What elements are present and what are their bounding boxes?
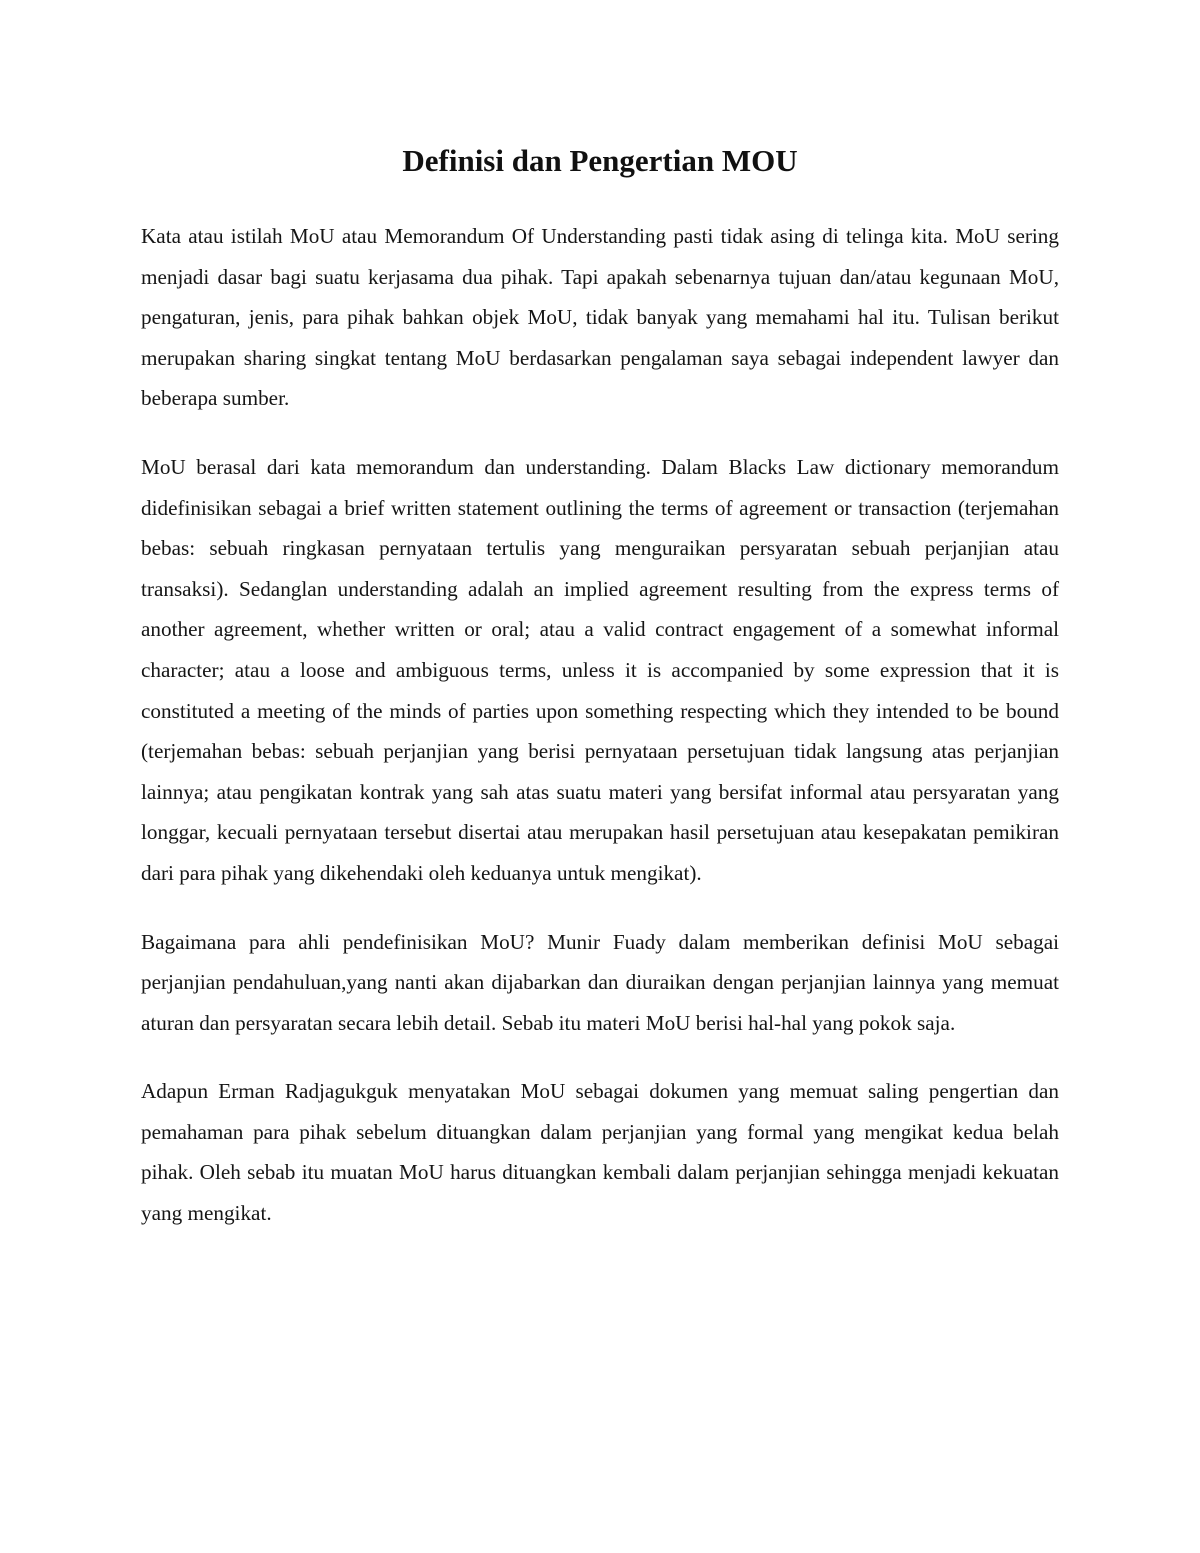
paragraph-intro: Kata atau istilah MoU atau Memorandum Of Understanding pasti tidak asing di telinga kita. MoU sering menjadi dasar bagi suatu kerjasama dua pihak. Tapi apakah sebenarnya tujuan dan/atau kegunaan MoU, pengaturan, jenis, para pihak bahkan objek MoU, tidak banyak yang memahami hal itu. Tulisan berikut merupakan sharing singkat tentang MoU berdasarkan pengalaman saya sebagai independent lawyer dan beberapa sumber. — [141, 224, 1059, 411]
paragraph-definition: MoU berasal dari kata memorandum dan understanding. Dalam Blacks Law dictionary memorandum didefinisikan sebagai a brief written statement outlining the terms of agreement or transaction (terjemahan bebas: sebuah ringkasan pernyataan tertulis yang menguraikan persyaratan sebuah perjanjian atau transaksi). Sedanglan understanding adalah an implied agreement resulting from the express terms of another agreement, whether written or oral; atau a valid contract engagement of a somewhat informal character; atau a loose and ambiguous terms, unless it is accompanied by some expression that it is constituted a meeting of the minds of parties upon something respecting which they intended to be bound (terjemahan bebas: sebuah perjanjian yang berisi pernyataan persetujuan tidak langsung atas perjanjian lainnya; atau pengikatan kontrak yang sah atas suatu materi yang bersifat informal atau persyaratan yang longgar, kecuali pernyataan tersebut disertai atau merupakan hasil persetujuan atau kesepakatan pemikiran dari para pihak yang dikehendaki oleh keduanya untuk mengikat). — [141, 454, 1059, 885]
document-body — [141, 216, 1059, 1262]
paragraph-munir-fuady: Bagaimana para ahli pendefinisikan MoU? Munir Fuady dalam memberikan definisi MoU sebagai perjanjian pendahuluan,yang nanti akan dijabarkan dan diuraikan dengan perjanjian lainnya yang memuat aturan dan persyaratan secara lebih detail. Sebab itu materi MoU berisi hal-hal yang pokok saja. — [141, 929, 1059, 1035]
page-title: Definisi dan Pengertian MOU — [402, 143, 798, 178]
paragraph-erman-radjagukguk: Adapun Erman Radjagukguk menyatakan MoU sebagai dokumen yang memuat saling pengertian dan pemahaman para pihak sebelum dituangkan dalam perjanjian yang formal yang mengikat kedua belah pihak. Oleh sebab itu muatan MoU harus dituangkan kembali dalam perjanjian sehingga menjadi kekuatan yang mengikat. — [141, 1079, 1059, 1226]
